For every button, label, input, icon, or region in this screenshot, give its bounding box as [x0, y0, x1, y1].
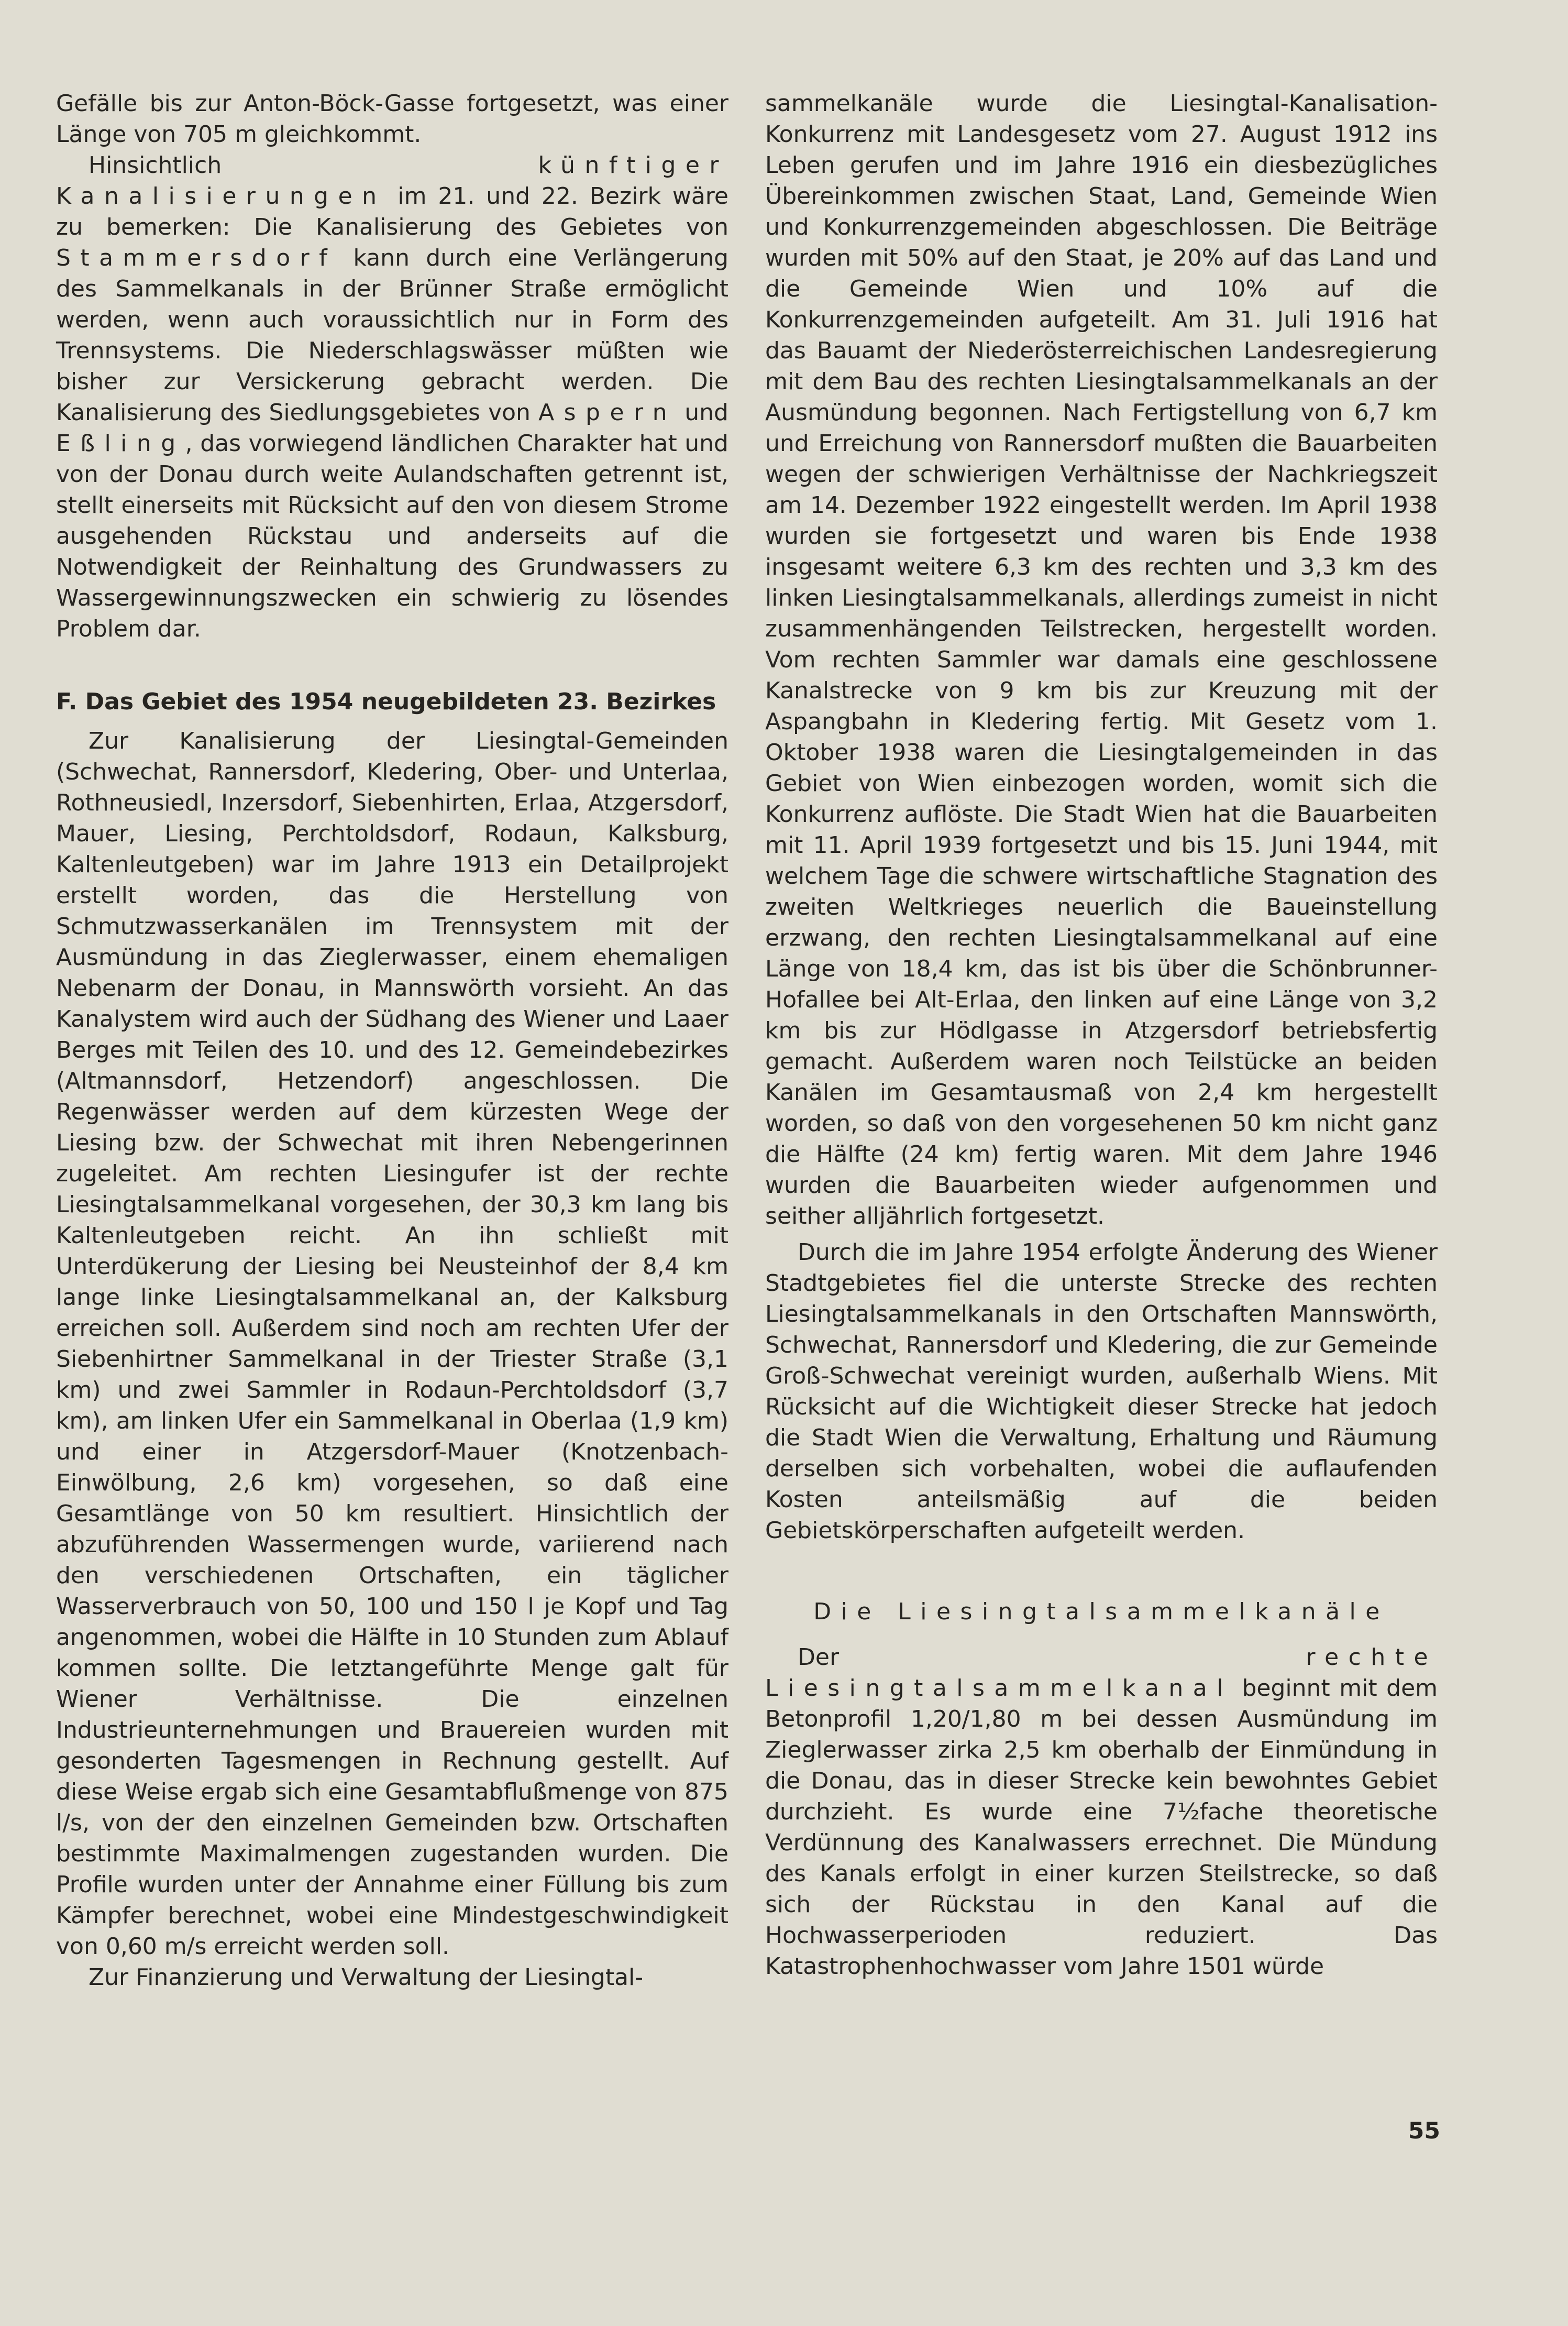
paragraph-financing: Zur Finanzierung und Verwaltung der Liesingtal- — [89, 1964, 644, 1991]
emphasis-text: rechte Liesingtalsammelkanal — [765, 1644, 1438, 1702]
section-heading: F. Das Gebiet des 1954 neugebildeten 23. Bezirkes — [56, 688, 716, 715]
emphasis-text: Eßling — [56, 430, 185, 457]
right-column — [765, 88, 1438, 1982]
paragraph-future-sewers: Hinsichtlich künftiger Kanalisierungen im 21. und 22. Bezirk wäre zu bemerken: Die Kanalisierung des Gebietes von Stammersdorf kann durch eine Verlängerung des Sammelkanals in der Brünner Straße ermöglicht werden, wenn auch voraussichtlich nur in Form des Trennsystems. Die Niederschlagswässer müßten wie bisher zur Versickerung gebracht werden. Die Kanalisierung des Siedlungsgebietes von Aspern und Eßling, das vorwiegend ländlichen Charakter hat und von der Donau durch weite Aulandschaften getrennt ist, stellt einerseits mit Rücksicht auf den von diesem Strome ausgehenden Rückstau und anderseits auf die Notwendigkeit der Reinhaltung des Grundwassers zu Wassergewinnungszwecken ein schwierig zu lösendes Problem dar. — [56, 152, 728, 642]
page-number: 55 — [1408, 2117, 1440, 2144]
paragraph-history: sammelkanäle wurde die Liesingtal-Kanalisation-Konkurrenz mit Landesgesetz vom 27. August 1912 ins Leben gerufen und im Jahre 1916 ein diesbezügliches Übereinkommen zwischen Staat, Land, Gemeinde Wien und Konkurrenzgemeinden abgeschlossen. Die Beiträge wurden mit 50% auf den Staat, je 20% auf das Land und die Gemeinde Wien und 10% auf die Konkurrenzgemeinden aufgeteilt. Am 31. Juli 1916 hat das Bauamt der Niederösterreichischen Landesregierung mit dem Bau des rechten Liesingtalsammelkanals an der Ausmündung begonnen. Nach Fertigstellung von 6,7 km und Erreichung von Rannersdorf mußten die Bauarbeiten wegen der schwierigen Verhältnisse der Nachkriegszeit am 14. Dezember 1922 eingestellt werden. Im April 1938 wurden sie fortgesetzt und waren bis Ende 1938 insgesamt weitere 6,3 km des rechten und 3,3 km des linken Liesingtalsammelkanals, allerdings zumeist in nicht zusammenhängenden Teilstrecken, hergestellt worden. Vom rechten Sammler war damals eine geschlossene Kanalstrecke von 9 km bis zur Kreuzung mit der Aspangbahn in Kledering fertig. Mit Gesetz vom 1. Oktober 1938 waren die Liesingtalgemeinden in das Gebiet von Wien einbezogen worden, womit sich die Konkurrenz auflöste. Die Stadt Wien hat die Bauarbeiten mit 11. April 1939 fortgesetzt und bis 15. Juni 1944, mit welchem Tage die schwere wirtschaftliche Stagnation des zweiten Weltkrieges neuerlich die Baueinstellung erzwang, den rechten Liesingtalsammelkanal auf eine Länge von 18,4 km, das ist bis über die Schönbrunner-Hofallee bei Alt-Erlaa, den linken auf eine Länge von 3,2 km bis zur Hödlgasse in Atzgersdorf betriebsfertig gemacht. Außerdem waren noch Teilstücke an beiden Kanälen im Gesamtausmaß von 2,4 km hergestellt worden, so daß von den vorgesehenen 50 km nicht ganz die Hälfte (24 km) fertig waren. Mit dem Jahre 1946 wurden die Bauarbeiten wieder aufgenommen und seither alljährlich fortgesetzt. — [765, 90, 1438, 1230]
emphasis-text: Aspern — [538, 399, 677, 426]
paragraph-continuation: Gefälle bis zur Anton-Böck-Gasse fortgesetzt, was einer Länge von 705 m gleichkommt. — [56, 90, 728, 148]
emphasis-text: Stammersdorf — [56, 245, 337, 271]
left-column — [56, 88, 728, 1993]
paragraph-liesingtal-project: Zur Kanalisierung der Liesingtal-Gemeinden (Schwechat, Rannersdorf, Kledering, Ober- und Unterlaa, Rothneusiedl, Inzersdorf, Siebenhirten, Erlaa, Atzgersdorf, Mauer, Liesing, Perchtoldsdorf, Rodaun, Kalksburg, Kaltenleutgeben) war im Jahre 1913 ein Detailprojekt erstellt worden, das die Herstellung von Schmutzwasserkanälen im Trennsystem mit der Ausmündung in das Zieglerwasser, einem ehemaligen Nebenarm der Donau, in Mannswörth vorsieht. An das Kanalystem wird auch der Südhang des Wiener und Laaer Berges mit Teilen des 10. und des 12. Gemeindebezirkes (Altmannsdorf, Hetzendorf) angeschlossen. Die Regenwässer werden auf dem kürzesten Wege der Liesing bzw. der Schwechat mit ihren Nebengerinnen zugeleitet. Am rechten Liesingufer ist der rechte Liesingtalsammelkanal vorgesehen, der 30,3 km lang bis Kaltenleutgeben reicht. An ihn schließt mit Unterdükerung der Liesing bei Neusteinhof der 8,4 km lange linke Liesingtalsammelkanal an, der Kalksburg erreichen soll. Außerdem sind noch am rechten Ufer der Siebenhirtner Sammelkanal in der Triester Straße (3,1 km) und zwei Sammler in Rodaun-Perchtoldsdorf (3,7 km), am linken Ufer ein Sammelkanal in Oberlaa (1,9 km) und einer in Atzgersdorf-Mauer (Knotzenbach-Einwölbung, 2,6 km) vorgesehen, so daß eine Gesamtlänge von 50 km resultiert. Hinsichtlich der abzuführenden Wassermengen wurde, variierend nach den verschiedenen Ortschaften, ein täglicher Wasserverbrauch von 50, 100 und 150 l je Kopf und Tag angenommen, wobei die Hälfte in 10 Stunden zum Ablauf kommen sollte. Die letztangeführte Menge galt für Wiener Verhältnisse. Die einzelnen Industrieunternehmungen und Brauereien wurden mit gesonderten Tagesmengen in Rechnung gestellt. Auf diese Weise ergab sich eine Gesamtabflußmenge von 875 l/s, von der den einzelnen Gemeinden bzw. Ortschaften bestimmte Maximalmengen zugestanden wurden. Die Profile wurden unter der Annahme einer Füllung bis zum Kämpfer berechnet, wobei eine Mindestgeschwindigkeit von 0,60 m/s erreicht werden soll. — [56, 728, 728, 1960]
paragraph-1954-change: Durch die im Jahre 1954 erfolgte Änderung des Wiener Stadtgebietes fiel die unterste Strecke des rechten Liesingtalsammelkanals in den Ortschaften Mannswörth, Schwechat, Rannersdorf und Kledering, die zur Gemeinde Groß-Schwechat vereinigt wurden, außerhalb Wiens. Mit Rücksicht auf die Wichtigkeit dieser Strecke hat jedoch die Stadt Wien die Verwaltung, Erhaltung und Räumung derselben sich vorbehalten, wobei die auflaufenden Kosten anteilsmäßig auf die beiden Gebietskörperschaften aufgeteilt werden. — [765, 1239, 1438, 1544]
paragraph-right-collector: Der rechte Liesingtalsammelkanal beginnt mit dem Betonprofil 1,20/1,80 m bei dessen Ausmündung im Zieglerwasser zirka 2,5 km oberhalb der Einmündung in die Donau, das in dieser Strecke kein bewohntes Gebiet durchzieht. Es wurde eine 7½fache theoretische Verdünnung des Kanalwassers errechnet. Die Mündung des Kanals erfolgt in einer kurzen Steilstrecke, so daß sich der Rückstau in den Kanal auf die Hochwasserperioden reduziert. Das Katastrophenhochwasser vom Jahre 1501 würde — [765, 1644, 1438, 1980]
subsection-heading: Die Liesingtalsammelkanäle — [813, 1598, 1389, 1625]
emphasis-text: künftiger Kanalisierungen — [56, 152, 728, 210]
